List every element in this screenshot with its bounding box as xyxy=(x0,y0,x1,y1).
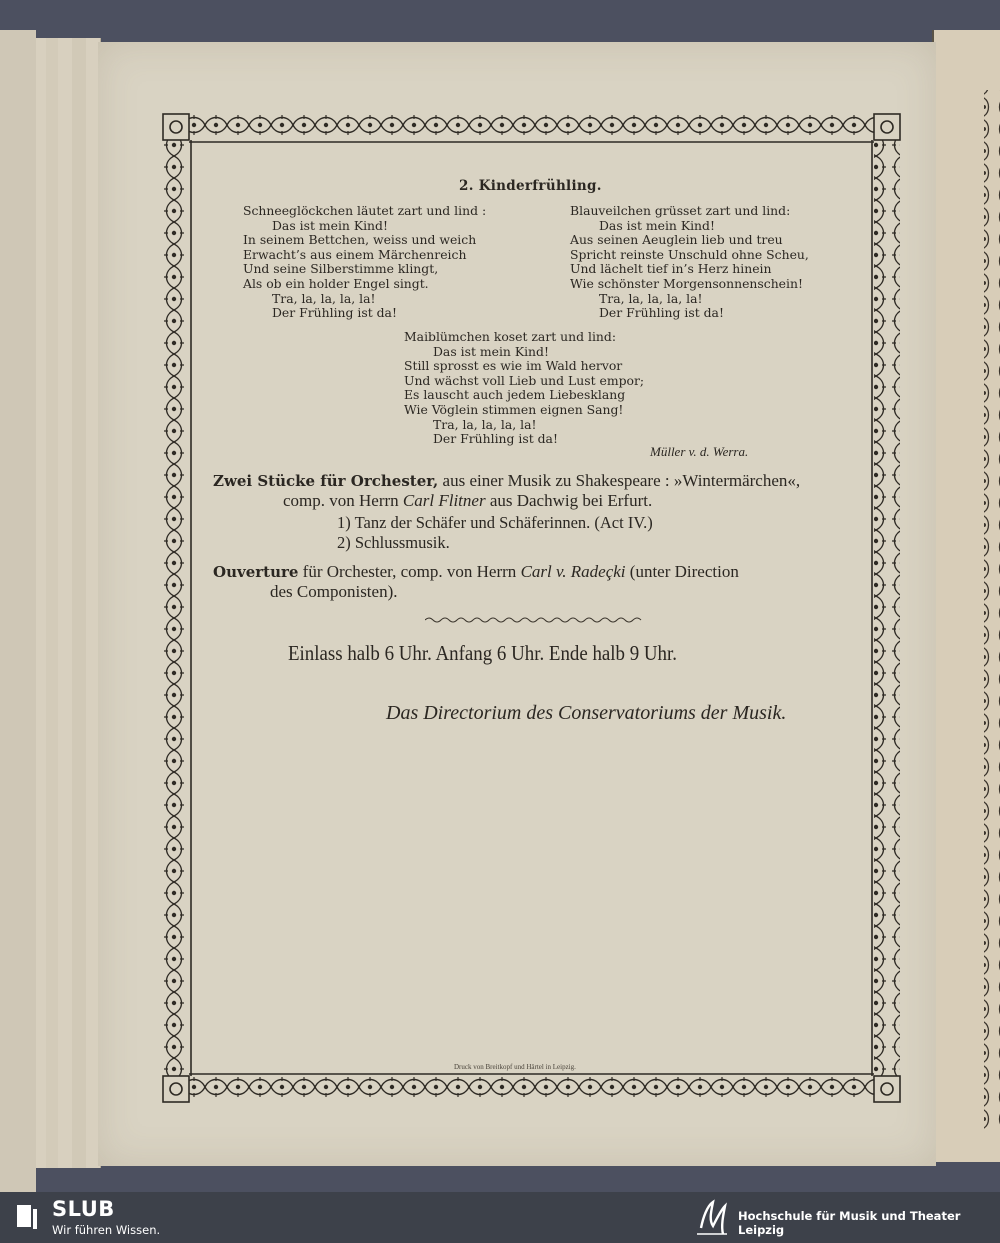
poem-line: Das ist mein Kind! xyxy=(272,217,388,233)
poem-line: Tra, la, la, la, la! xyxy=(599,290,703,306)
signature-directorate: Das Directorium des Conservatoriums der Musik. xyxy=(386,702,787,724)
poem-line: Und seine Silberstimme klingt, xyxy=(243,261,439,277)
program-item-line xyxy=(213,562,739,582)
poem-author: Müller v. d. Werra. xyxy=(650,444,749,459)
poem-line: Blauveilchen grüsset zart und lind: xyxy=(570,203,791,218)
printer-imprint: Druck von Breitkopf und Härtel in Leipzig. xyxy=(454,1063,576,1071)
poem-line: Tra, la, la, la, la! xyxy=(433,416,537,432)
poem-line: Das ist mein Kind! xyxy=(599,217,715,233)
poem-line: Tra, la, la, la, la! xyxy=(272,290,376,306)
program-item-text: für Orchester, comp. von Herrn xyxy=(298,562,521,581)
poem-title: 2. Kinderfrühling. xyxy=(459,178,602,194)
poem-stanza-center xyxy=(404,330,644,447)
program-item-orchestra-pieces xyxy=(213,471,800,511)
library-slogan: Wir führen Wissen. xyxy=(52,1223,161,1237)
event-times: Einlass halb 6 Uhr. Anfang 6 Uhr. Ende halb 9 Uhr. xyxy=(288,641,677,665)
poem-line: Der Frühling ist da! xyxy=(599,305,724,321)
book-spine-edge xyxy=(0,30,36,1192)
program-item-text: (unter Direction xyxy=(625,562,739,581)
poem-stanza-left xyxy=(243,204,486,321)
poem-line: Wie Vöglein stimmen eignen Sang! xyxy=(404,401,624,417)
page-stack-edge xyxy=(58,38,73,1168)
poem-line: Spricht reinste Unschuld ohne Scheu, xyxy=(570,246,809,262)
movement-item: 2) Schlussmusik. xyxy=(337,533,450,552)
program-item-text: aus einer Musik zu Shakespeare : »Wintermärchen«, xyxy=(438,471,801,490)
composer-name: Carl v. Radeçki xyxy=(520,562,626,581)
poem-line: Schneeglöckchen läutet zart und lind : xyxy=(243,203,487,218)
program-item-text: aus Dachwig bei Erfurt. xyxy=(485,491,653,510)
institution-name[interactable]: Hochschule für Musik und Theater Leipzig xyxy=(738,1209,961,1237)
poem-line: Maiblümchen koset zart und lind: xyxy=(404,329,617,344)
movement-list xyxy=(337,513,653,553)
composer-name: Carl Flitner xyxy=(402,491,486,510)
movement-item: 1) Tanz der Schäfer und Schäferinnen. (Act IV.) xyxy=(337,513,653,532)
program-item-title: Zwei Stücke für Orchester, xyxy=(213,472,439,490)
program-item-title: Ouverture xyxy=(213,563,299,581)
poem-line: Als ob ein holder Engel singt. xyxy=(243,275,429,291)
facing-page-border-ornament xyxy=(934,30,1000,1162)
poem-line: Der Frühling ist da! xyxy=(433,431,558,447)
poem-line: Still sprosst es wie im Wald hervor xyxy=(404,358,623,374)
poem-line: Das ist mein Kind! xyxy=(433,343,549,359)
poem-line: Aus seinen Aeuglein lieb und treu xyxy=(570,232,783,248)
poem-line: Der Frühling ist da! xyxy=(272,305,397,321)
poem-line: In seinem Bettchen, weiss und weich xyxy=(243,232,477,248)
hmt-logo-icon[interactable] xyxy=(693,1198,731,1238)
program-item-overture xyxy=(213,562,739,602)
poem-line: Und lächelt tief in’s Herz hinein xyxy=(570,261,772,277)
program-item-text: comp. von Herrn xyxy=(283,491,403,510)
poem-stanza-right xyxy=(570,204,809,321)
program-item-line: des Componisten). xyxy=(270,582,398,601)
library-name[interactable]: SLUB xyxy=(52,1197,115,1221)
facing-page-edge xyxy=(932,30,1000,1162)
program-item-line xyxy=(213,491,800,511)
page-stack-edge xyxy=(72,38,87,1168)
poem-line: Es lauscht auch jedem Liebesklang xyxy=(404,387,626,403)
poem-line: Wie schönster Morgensonnenschein! xyxy=(570,275,803,291)
program-item-line xyxy=(213,471,800,491)
viewer-footer-bar xyxy=(0,1192,1000,1243)
poem-line: Und wächst voll Lieb und Lust empor; xyxy=(404,372,645,388)
slub-logo-icon[interactable] xyxy=(15,1203,39,1231)
poem-line: Erwacht’s aus einem Märchenreich xyxy=(243,246,467,262)
ornamental-divider xyxy=(425,615,643,625)
